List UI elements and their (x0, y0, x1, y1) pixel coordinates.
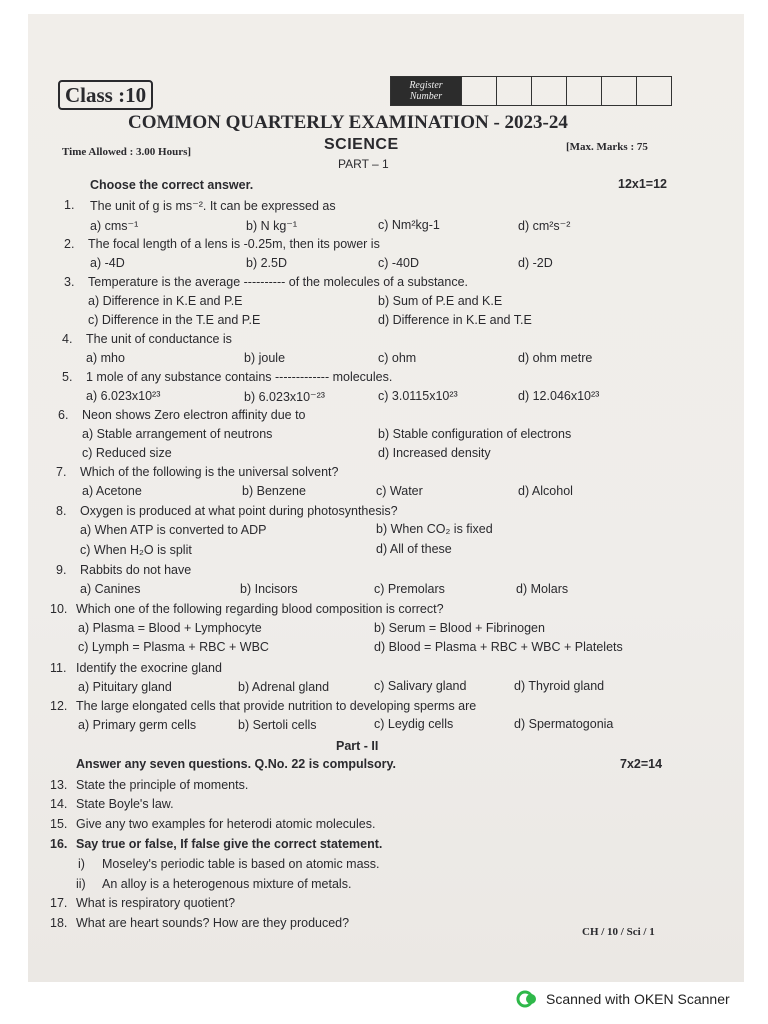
sub-question-number: i) (78, 857, 85, 871)
option-d: d) Molars (516, 582, 569, 596)
option-a: a) Difference in K.E and P.E (88, 294, 243, 308)
option-d: d) 12.046x10²³ (518, 389, 600, 403)
register-number-label: Register Number (391, 77, 461, 105)
question-number: 13. (50, 778, 68, 792)
option-d: d) Thyroid gland (514, 679, 605, 693)
option-b: b) Benzene (242, 484, 306, 498)
option-c: c) -40D (378, 256, 419, 270)
option-a: a) 6.023x10²³ (86, 389, 161, 403)
sub-question-text: Moseley's periodic table is based on atomic mass. (102, 857, 380, 871)
part-1-marks: 12x1=12 (618, 177, 668, 191)
register-cell (461, 77, 496, 105)
question-number: 1. (64, 198, 75, 212)
register-cell (601, 77, 636, 105)
option-c: c) Water (376, 484, 423, 498)
option-b: b) Sertoli cells (238, 718, 317, 732)
option-c: c) Salivary gland (374, 679, 467, 693)
part-1-instruction: Choose the correct answer. (90, 178, 254, 192)
question-text: Temperature is the average ---------- of the molecules of a substance. (88, 275, 469, 289)
question-text: The unit of conductance is (86, 332, 232, 346)
option-b: b) joule (244, 351, 286, 365)
option-a: a) Acetone (82, 484, 142, 498)
option-b: b) When CO₂ is fixed (376, 522, 493, 536)
register-cell (531, 77, 566, 105)
question-number: 12. (50, 699, 68, 713)
sub-question-number: ii) (76, 877, 86, 891)
subject-title: SCIENCE (324, 136, 399, 153)
question-number: 7. (56, 465, 67, 479)
question-number: 17. (50, 896, 68, 910)
question-number: 16. (50, 837, 68, 851)
part-2-instruction: Answer any seven questions. Q.No. 22 is compulsory. (76, 757, 397, 771)
question-text: State the principle of moments. (76, 778, 249, 792)
question-number: 15. (50, 817, 68, 831)
question-number: 2. (64, 237, 75, 251)
option-b: b) Stable configuration of electrons (378, 427, 572, 441)
question-number: 14. (50, 797, 68, 811)
option-d: d) -2D (518, 256, 553, 270)
option-c: c) Premolars (374, 582, 445, 596)
question-text: What is respiratory quotient? (76, 896, 236, 910)
question-text: Identify the exocrine gland (76, 661, 222, 675)
option-a: a) Stable arrangement of neutrons (82, 427, 273, 441)
option-a: a) mho (86, 351, 125, 365)
question-text: The large elongated cells that provide nutrition to developing sperms are (76, 699, 477, 713)
option-a: a) Canines (80, 582, 141, 596)
question-number: 18. (50, 916, 68, 930)
register-cell (496, 77, 531, 105)
part-2-heading: Part - II (336, 739, 379, 753)
question-text: Oxygen is produced at what point during photosynthesis? (80, 504, 398, 518)
option-a: a) When ATP is converted to ADP (80, 523, 267, 537)
option-d: d) Blood = Plasma + RBC + WBC + Platelets (374, 640, 623, 654)
question-text: Say true or false, If false give the correct statement. (76, 837, 383, 851)
max-marks: [Max. Marks : 75 (566, 141, 648, 153)
option-c: c) 3.0115x10²³ (378, 389, 458, 403)
question-text: Which of the following is the universal solvent? (80, 465, 339, 479)
question-text: What are heart sounds? How are they produced? (76, 916, 350, 930)
register-cell (636, 77, 671, 105)
scanner-watermark (516, 990, 730, 1008)
question-text: The focal length of a lens is -0.25m, then its power is (88, 237, 380, 251)
question-number: 4. (62, 332, 73, 346)
time-allowed: Time Allowed : 3.00 Hours] (62, 146, 192, 158)
option-d: d) Spermatogonia (514, 717, 614, 731)
question-text: Give any two examples for heterodi atomic molecules. (76, 817, 376, 831)
option-a: a) cms⁻¹ (90, 219, 139, 233)
question-text: Neon shows Zero electron affinity due to (82, 408, 306, 422)
option-d: d) Alcohol (518, 484, 573, 498)
question-text: 1 mole of any substance contains ------------- molecules. (86, 370, 393, 384)
option-c: c) Lymph = Plasma + RBC + WBC (78, 640, 269, 654)
option-c: c) Leydig cells (374, 717, 454, 731)
exam-title: COMMON QUARTERLY EXAMINATION - 2023-24 (128, 112, 568, 133)
question-number: 5. (62, 370, 73, 384)
question-text: State Boyle's law. (76, 797, 174, 811)
register-number-box (390, 76, 672, 106)
oken-scanner-logo-icon (516, 990, 538, 1008)
page-code: CH / 10 / Sci / 1 (582, 926, 655, 938)
scanner-text: Scanned with OKEN Scanner (546, 991, 730, 1007)
question-number: 8. (56, 504, 67, 518)
option-c: c) Difference in the T.E and P.E (88, 313, 261, 327)
option-b: b) Sum of P.E and K.E (378, 294, 503, 308)
question-number: 10. (50, 602, 68, 616)
option-a: a) Plasma = Blood + Lymphocyte (78, 621, 262, 635)
question-number: 9. (56, 563, 67, 577)
option-c: c) ohm (378, 351, 417, 365)
part-2-marks: 7x2=14 (620, 757, 663, 771)
option-b: b) Incisors (240, 582, 298, 596)
option-b: b) Serum = Blood + Fibrinogen (374, 621, 545, 635)
question-text: Which one of the following regarding blood composition is correct? (76, 602, 444, 616)
option-d: d) Difference in K.E and T.E (378, 313, 532, 327)
option-d: d) All of these (376, 542, 452, 556)
question-text: Rabbits do not have (80, 563, 192, 577)
option-d: d) ohm metre (518, 351, 593, 365)
option-b: b) 2.5D (246, 256, 288, 270)
option-a: a) -4D (90, 256, 125, 270)
sub-question-text: An alloy is a heterogenous mixture of metals. (102, 877, 352, 891)
question-number: 3. (64, 275, 75, 289)
class-label: Class :10 (58, 80, 153, 110)
option-d: d) cm²s⁻² (518, 219, 571, 233)
question-number: 11. (50, 661, 67, 675)
option-a: a) Pituitary gland (78, 680, 172, 694)
option-a: a) Primary germ cells (78, 718, 197, 732)
option-b: b) 6.023x10⁻²³ (244, 390, 325, 404)
register-cell (566, 77, 601, 105)
option-d: d) Increased density (378, 446, 491, 460)
option-b: b) N kg⁻¹ (246, 219, 298, 233)
option-b: b) Adrenal gland (238, 680, 330, 694)
option-c: c) Nm²kg-1 (378, 218, 440, 232)
question-text: The unit of g is ms⁻². It can be expressed as (90, 199, 336, 213)
part-1-heading: PART – 1 (338, 157, 389, 171)
option-c: c) Reduced size (82, 446, 172, 460)
option-c: c) When H₂O is split (80, 543, 192, 557)
question-number: 6. (58, 408, 69, 422)
